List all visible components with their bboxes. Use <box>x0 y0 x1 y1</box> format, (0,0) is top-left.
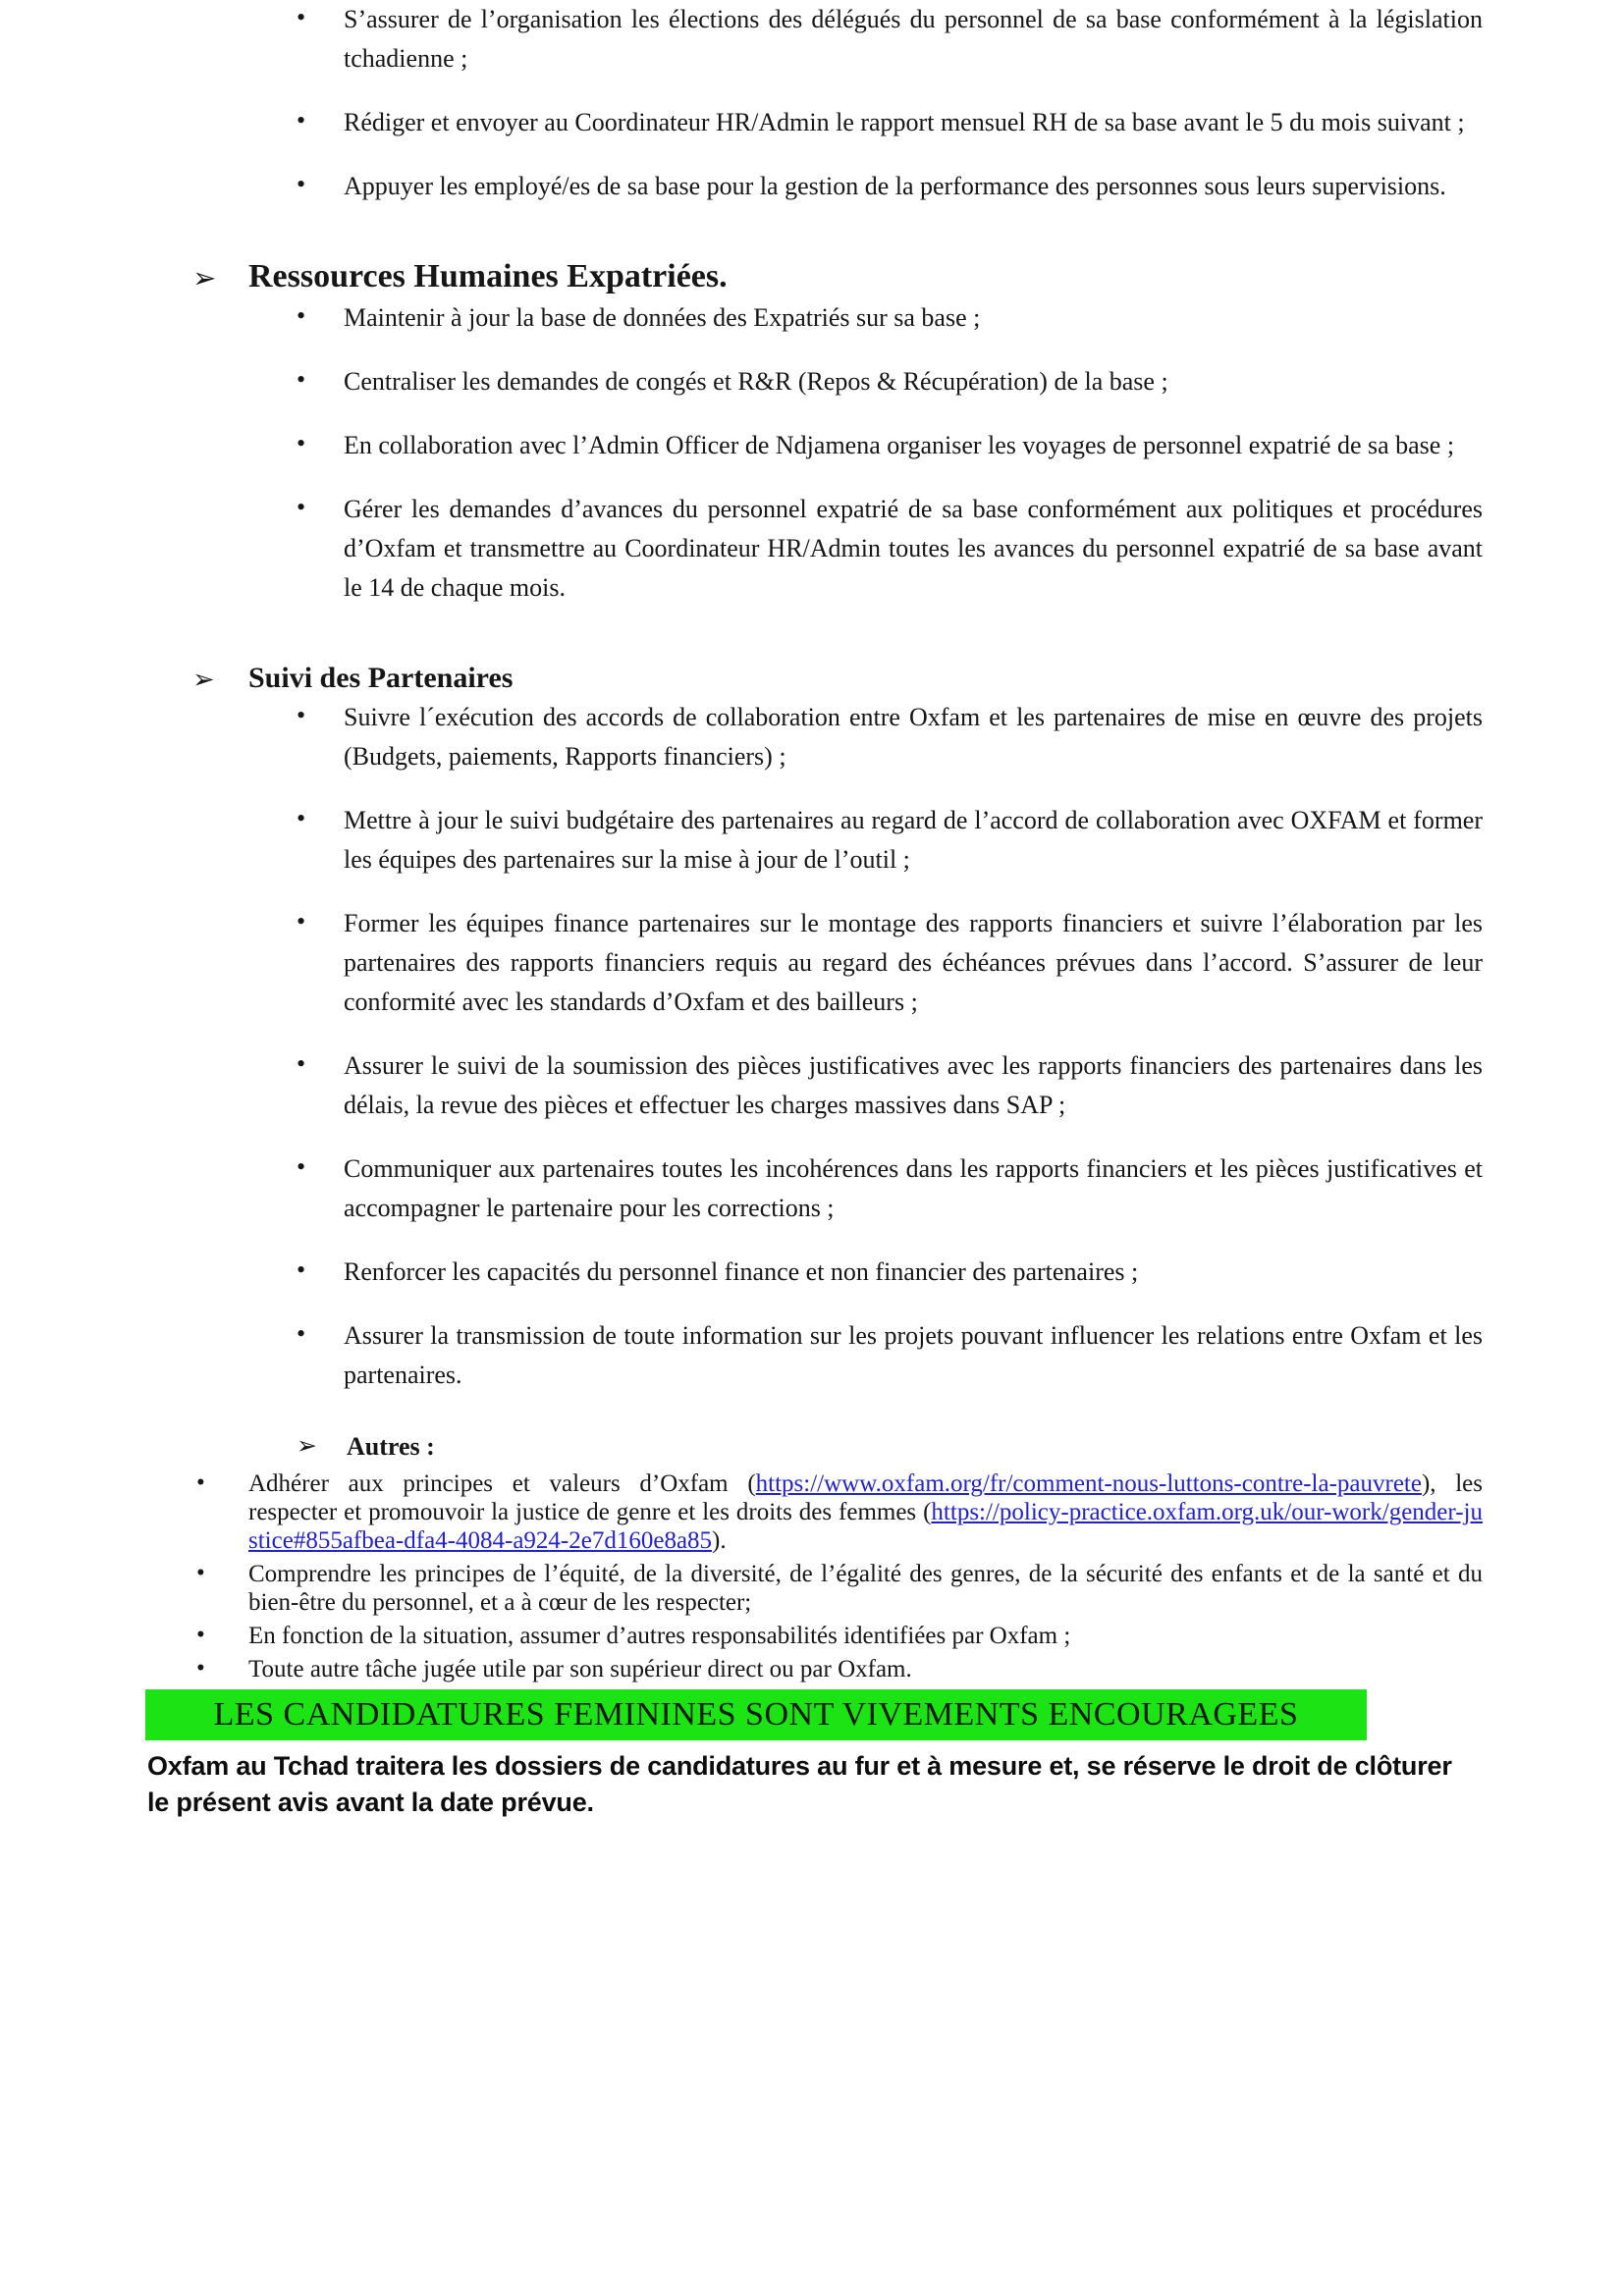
bullet-text: Gérer les demandes d’avances du personnel expatrié de sa base conformément aux politiques et procédures d’Oxfam et transmettre au Coordinateur HR/Admin toutes les avances du personnel expatrié de sa base avant le 14 de chaque mois. <box>344 495 1483 602</box>
list-item <box>147 490 1483 608</box>
bullet-icon: • <box>297 701 306 729</box>
bullet-text: En collaboration avec l’Admin Officer de Ndjamena organiser les voyages de personnel expatrié de sa base ; <box>344 431 1455 459</box>
list-item <box>147 1149 1483 1228</box>
section-heading-rh-expatriees <box>147 255 1483 298</box>
section-title: Ressources Humaines Expatriées. <box>248 258 728 294</box>
list-item <box>147 0 1483 79</box>
list-item <box>147 1253 1483 1292</box>
subsection-title: Autres : <box>347 1432 435 1461</box>
suivi-partenaires-bullet-list <box>147 698 1483 1395</box>
autres-bullet-list <box>147 1469 1483 1683</box>
list-item <box>147 362 1483 401</box>
bullet-icon: • <box>297 1152 306 1181</box>
bullet-text: Assurer la transmission de toute information sur les projets pouvant influencer les relations entre Oxfam et les partenaires. <box>344 1321 1483 1389</box>
bullet-text: Centraliser les demandes de congés et R&R (Repos & Récupération) de la base ; <box>344 367 1168 396</box>
bullet-icon: • <box>196 1469 205 1496</box>
list-item <box>147 904 1483 1022</box>
list-item <box>147 103 1483 142</box>
arrow-bullet-icon: ➢ <box>192 665 215 694</box>
list-item <box>147 1560 1483 1617</box>
arrow-bullet-icon: ➢ <box>192 263 217 294</box>
bullet-icon: • <box>297 365 306 394</box>
bullet-icon: • <box>297 301 306 330</box>
bullet-icon: • <box>297 804 306 832</box>
list-item <box>147 426 1483 465</box>
list-item <box>147 1469 1483 1555</box>
list-item <box>147 1046 1483 1125</box>
rh-expatriees-bullet-list <box>147 298 1483 608</box>
bullet-text: Mettre à jour le suivi budgétaire des partenaires au regard de l’accord de collaboration avec OXFAM et former les équipes des partenaires sur la mise à jour de l’outil ; <box>344 806 1483 874</box>
bullet-text-with-links <box>248 1469 1483 1555</box>
bullet-icon: • <box>196 1560 205 1586</box>
bullet-icon: • <box>297 3 306 31</box>
list-item <box>147 167 1483 206</box>
list-item <box>147 298 1483 338</box>
document-content <box>147 0 1483 1821</box>
bullet-text: Renforcer les capacités du personnel finance et non financier des partenaires ; <box>344 1257 1139 1286</box>
bullet-icon: • <box>196 1655 205 1682</box>
highlighted-statement <box>145 1689 1367 1740</box>
text-segment: ), les respecter et promouvoir la justice de genre et les droits des femmes ( <box>248 1470 1484 1525</box>
list-item <box>147 1622 1483 1650</box>
section-heading-suivi-partenaires <box>147 659 1483 698</box>
bullet-icon: • <box>297 1319 306 1348</box>
bullet-text: Communiquer aux partenaires toutes les incohérences dans les rapports financiers et les pièces justificatives et accompagner le partenaire pour les corrections ; <box>344 1154 1483 1222</box>
bullet-text: En fonction de la situation, assumer d’autres responsabilités identifiées par Oxfam ; <box>248 1623 1071 1649</box>
bullet-icon: • <box>297 429 306 457</box>
bullet-icon: • <box>297 170 306 198</box>
gender-justice-link[interactable]: https://policy-practice.oxfam.org.uk/our-work/gender-justice#855afbea-dfa4-4084-a924-2e7d160e8a85 <box>248 1499 1483 1554</box>
text-segment: ). <box>712 1527 727 1554</box>
bullet-icon: • <box>297 1049 306 1078</box>
subsection-heading-autres <box>147 1432 1483 1462</box>
bullet-text: Former les équipes finance partenaires sur le montage des rapports financiers et suivre l’élaboration par les partenaires des rapports financiers requis au regard des échéances prévues dans l’accord. S’assurer de leur conformité avec les standards d’Oxfam et des bailleurs ; <box>344 909 1483 1016</box>
text-segment: Adhérer aux principes et valeurs d’Oxfam ( <box>248 1470 756 1497</box>
bullet-text: Suivre l´exécution des accords de collaboration entre Oxfam et les partenaires de mise en œuvre des projets (Budgets, paiements, Rapports financiers) ; <box>344 703 1483 771</box>
bullet-icon: • <box>297 106 306 134</box>
footer-note: Oxfam au Tchad traitera les dossiers de candidatures au fur et à mesure et, se réserve le droit de clôturer le présent avis avant la date prévue. <box>147 1751 1452 1817</box>
bullet-text: Comprendre les principes de l’équité, de la diversité, de l’égalité des genres, de la sécurité des enfants et de la santé et du bien-être du personnel, et a à cœur de les respecter; <box>248 1561 1483 1616</box>
oxfam-values-link[interactable]: https://www.oxfam.org/fr/comment-nous-luttons-contre-la-pauvrete <box>755 1470 1422 1497</box>
bullet-icon: • <box>297 493 306 521</box>
bullet-text: Assurer le suivi de la soumission des pièces justificatives avec les rapports financiers des partenaires dans les délais, la revue des pièces et effectuer les charges massives dans SAP ; <box>344 1051 1483 1119</box>
bullet-text: Maintenir à jour la base de données des Expatriés sur sa base ; <box>344 303 981 332</box>
bullet-icon: • <box>297 907 306 935</box>
bullet-text: S’assurer de l’organisation les élections des délégués du personnel de sa base conformément à la législation tchadienne ; <box>344 5 1483 73</box>
arrow-bullet-icon: ➢ <box>297 1433 317 1460</box>
bullet-text: Appuyer les employé/es de sa base pour la gestion de la performance des personnes sous leurs supervisions. <box>344 172 1446 200</box>
list-item <box>147 801 1483 880</box>
list-item <box>147 1316 1483 1395</box>
bullet-icon: • <box>196 1622 205 1648</box>
bullet-text: Rédiger et envoyer au Coordinateur HR/Admin le rapport mensuel RH de sa base avant le 5 du mois suivant ; <box>344 108 1465 136</box>
section-title: Suivi des Partenaires <box>248 662 514 694</box>
bullet-text: Toute autre tâche jugée utile par son supérieur direct ou par Oxfam. <box>248 1656 912 1682</box>
list-item <box>147 698 1483 776</box>
intro-bullet-list <box>147 0 1483 206</box>
highlighted-statement-text: LES CANDIDATURES FEMININES SONT VIVEMENTS ENCOURAGEES <box>213 1696 1299 1733</box>
list-item <box>147 1655 1483 1683</box>
bullet-icon: • <box>297 1255 306 1284</box>
